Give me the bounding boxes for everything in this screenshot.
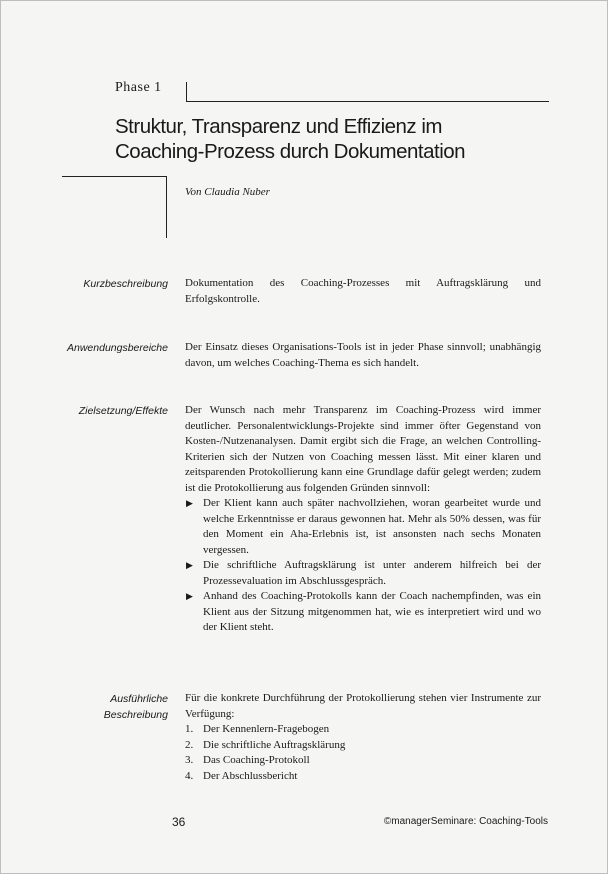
list-text: Der Abschlussbericht: [203, 769, 298, 782]
list-item: [185, 753, 541, 769]
numbered-list: [185, 722, 541, 784]
author-line: Von Claudia Nuber: [185, 186, 270, 198]
title-line-1: Struktur, Transparenz und Effizienz im: [115, 115, 443, 138]
section-label: [104, 691, 168, 723]
list-item: [185, 496, 541, 558]
bullet-text: Anhand des Coaching-Protokolls kann der Coach nachempfinden, was ein Klient aus der Sitzung mitgenommen hat, wie es interpretiert wird und wo der Klient steht.: [203, 590, 541, 633]
list-item: [185, 738, 541, 754]
triangle-right-icon: ▶: [186, 560, 193, 570]
bullet-list: [185, 496, 541, 636]
bullet-text: Die schriftliche Auftragsklärung ist unter anderem hilfreich bei der Prozessevaluation im Abschlussgespräch.: [203, 559, 541, 587]
list-number: 3.: [185, 754, 194, 766]
list-item: [185, 769, 541, 785]
section-label: Anwendungsbereiche: [67, 342, 168, 354]
section-text: [185, 276, 541, 307]
section-text: [185, 403, 541, 636]
page-number: 36: [172, 815, 186, 829]
list-number: 1.: [185, 723, 194, 735]
list-item: [185, 722, 541, 738]
footer-credit: ©managerSeminare: Coaching-Tools: [383, 816, 548, 827]
section-label: Zielsetzung/Effekte: [78, 405, 168, 417]
phase-label: Phase 1: [115, 80, 162, 95]
list-text: Der Kennenlern-Fragebogen: [203, 723, 330, 735]
paragraph: Der Wunsch nach mehr Transparenz im Coaching-Prozess wird immer deutlicher. Personalentwicklungs-Projekte sind immer öfter Gegenstand von Kosten-/Nutzenanalysen. Damit ergibt sich die Frage, an welchen Controlling-Kriterien sich der Nutzen von Coaching messen lässt. Mit einer klaren und zeitsparenden Protokollierung kann eine Grundlage dafür gelegt werden; zudem ist die Protokollierung aus folgenden Gründen sinnvoll:: [185, 404, 541, 494]
triangle-right-icon: ▶: [186, 591, 193, 601]
list-item: [185, 558, 541, 589]
section-text: [185, 340, 541, 371]
list-number: 4.: [185, 769, 194, 782]
triangle-right-icon: ▶: [186, 498, 193, 508]
title-rule-vertical: [166, 176, 167, 238]
section-text: [185, 691, 541, 784]
paragraph: Dokumentation des Coaching-Prozesses mit Auftragsklärung und Erfolgskontrolle.: [185, 277, 541, 305]
paragraph: Der Einsatz dieses Organisations-Tools ist in jeder Phase sinnvoll; unabhängig davon, um welches Coaching-Thema es sich handelt.: [185, 341, 541, 369]
label-line-2: Beschreibung: [103, 709, 168, 721]
paragraph: Für die konkrete Durchführung der Protokollierung stehen vier Instrumente zur Verfügung:: [185, 692, 541, 720]
list-text: Das Coaching-Protokoll: [203, 754, 310, 766]
phase-rule-horizontal: [186, 101, 549, 102]
list-number: 2.: [185, 738, 194, 751]
label-line-1: Ausführliche: [110, 693, 168, 705]
title-rule-horizontal: [62, 176, 166, 177]
section-label: Kurzbeschreibung: [83, 278, 168, 290]
page-title: [115, 114, 555, 164]
title-line-2: Coaching-Prozess durch Dokumentation: [115, 140, 466, 163]
list-text: Die schriftliche Auftragsklärung: [203, 738, 346, 751]
phase-rule-vertical: [186, 82, 187, 102]
bullet-text: Der Klient kann auch später nachvollziehen, woran gearbeitet wurde und welche Erkenntnisse er daraus gewonnen hat. Mehr als 50% dessen, was für den Moment ein Aha-Erlebnis ist, ist ansonsten nach sechs Monaten vergessen.: [203, 497, 541, 556]
list-item: [185, 589, 541, 636]
